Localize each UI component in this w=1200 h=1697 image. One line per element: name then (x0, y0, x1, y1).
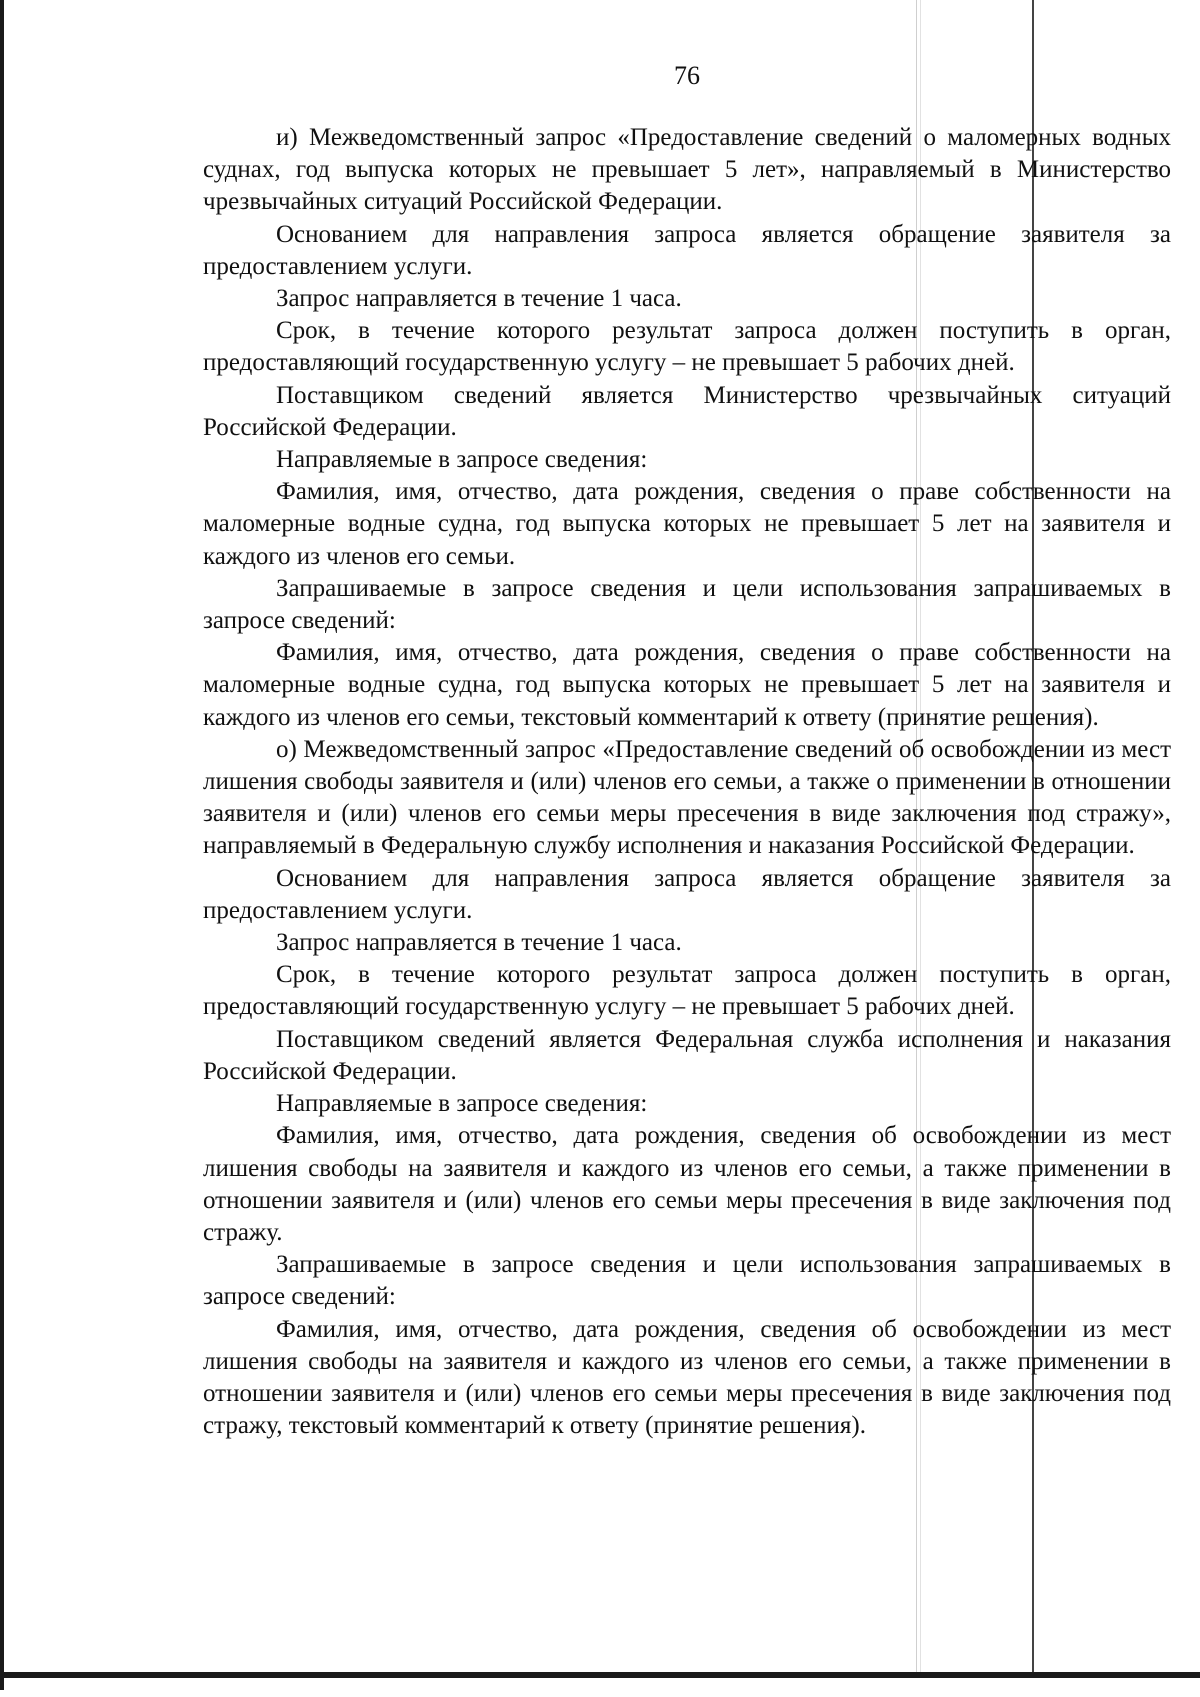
paragraph: Основанием для направления запроса является обращение заявителя за предоставлением услуги. (203, 220, 1171, 280)
paragraph: Срок, в течение которого результат запроса должен поступить в орган, предоставляющий государственную услугу – не превышает 5 рабочих дней. (203, 961, 1171, 1021)
paragraph: Фамилия, имя, отчество, дата рождения, сведения об освобождении из мест лишения свободы на заявителя и каждого из членов его семьи, а также применении в отношении заявителя и (или) членов его семьи меры пресечения в виде заключения под стражу, текстовый комментарий к ответу (принятие решения). (203, 1315, 1171, 1440)
scan-border-bottom (0, 1672, 1200, 1678)
paragraph: Направляемые в запросе сведения: (276, 1090, 648, 1118)
paragraph: Фамилия, имя, отчество, дата рождения, сведения о праве собственности на маломерные водные судна, год выпуска которых не превышает 5 лет на заявителя и каждого из членов его семьи. (203, 478, 1171, 570)
document-body (203, 122, 1171, 1442)
paragraph: Основанием для направления запроса является обращение заявителя за предоставлением услуги. (203, 864, 1171, 924)
paragraph: и) Межведомственный запрос «Предоставление сведений о маломерных водных суднах, год выпуска которых не превышает 5 лет», направляемый в Министерство чрезвычайных ситуаций Российской Федерации. (203, 124, 1171, 216)
paragraph: Запрашиваемые в запросе сведения и цели использования запрашиваемых в запросе сведений: (203, 574, 1171, 635)
paragraph: Поставщиком сведений является Федеральная служба исполнения и наказания Российской Федерации. (203, 1025, 1171, 1085)
scan-border-left (0, 0, 4, 1690)
page-number (0, 60, 1200, 92)
paragraph: Фамилия, имя, отчество, дата рождения, сведения об освобождении из мест лишения свободы на заявителя и каждого из членов его семьи, а также применении в отношении заявителя и (или) членов его семьи меры пресечения в виде заключения под стражу. (203, 1122, 1171, 1246)
page-number-text: 76 (674, 61, 700, 90)
paragraph: Запрос направляется в течение 1 часа. (276, 285, 682, 313)
paragraph: о) Межведомственный запрос «Предоставление сведений об освобождении из мест лишения свободы заявителя и (или) членов его семьи, а также о применении в отношении заявителя и (или) членов его семьи меры пресечения в виде заключения под стражу», направляемый в Федеральную службу исполнения и наказания Российской Федерации. (203, 735, 1171, 860)
paragraph: Фамилия, имя, отчество, дата рождения, сведения о праве собственности на маломерные водные судна, год выпуска которых не превышает 5 лет на заявителя и каждого из членов его семьи, текстовый комментарий к ответу (принятие решения). (203, 639, 1171, 731)
paragraph: Запрос направляется в течение 1 часа. (276, 929, 682, 957)
paragraph: Запрашиваемые в запросе сведения и цели использования запрашиваемых в запросе сведений: (203, 1251, 1171, 1311)
paragraph: Поставщиком сведений является Министерство чрезвычайных ситуаций Российской Федерации. (203, 381, 1171, 441)
paragraph: Направляемые в запросе сведения: (276, 446, 648, 474)
paragraph: Срок, в течение которого результат запроса должен поступить в орган, предоставляющий государственную услугу – не превышает 5 рабочих дней. (203, 317, 1171, 377)
